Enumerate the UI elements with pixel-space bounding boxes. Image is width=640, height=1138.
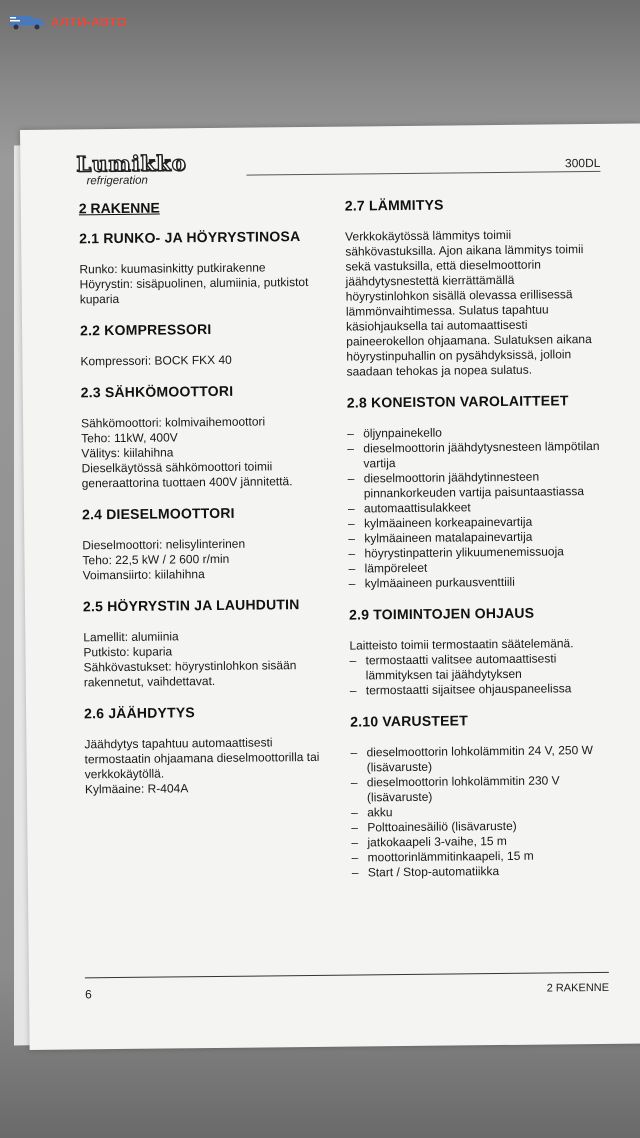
text-line: Putkisto: kuparia [83,644,173,660]
text-line: Teho: 11kW, 400V [81,430,178,446]
text-line: Kylmäaine: R-404A [84,781,189,797]
list-item: – dieselmoottorin jäähdytysnesteen lämpötilan vartija [347,439,602,472]
header-rule [246,171,600,176]
list-item: – moottorinlämmitinkaapeli, 15 m [352,848,607,866]
safety-device-list [347,424,604,592]
paragraph: Verkkokäytössä lämmitys toimii sähkövastuksilla. Ajon aikana lämmitys toimii sekä vastuksilla, että dieselmoottorin jäähdytysnestettä kierrättämällä höyrystinlohkon sisällä olevassa erillisessä lämmönvaihtimessa. Sulatus tapahtuu käsiohjauksella tai automaattisesti paineerokellon ohjaamana. Sulatuksen aikana höyrystinpuhallin on pysähdyksissä, jolloin saadaan tehokas ja nopea sulatus. [345,227,592,379]
text-line: Dieselkäytössä sähkömoottori toimii generaattorina tuottaen 400V jännitettä. [81,459,293,491]
section-2-2 [80,352,335,370]
text-line: Dieselmoottori: nelisylinterinen [82,536,246,553]
text-line: Sähkövastukset: höyrystinlohkon sisään rakennetut, vaihdettavat. [83,658,297,690]
text-line: Jäähdytys tapahtuu automaattisesti termostaatin ohjaamana dieselmoottorilla tai verkkokäytöllä. [84,735,320,782]
heading-2-10: 2.10 VARUSTEET [350,712,468,730]
text-line: Lamellit: alumiinia [83,629,179,645]
list-item: – jatkokaapeli 3-vaihe, 15 m [351,833,606,851]
list-item: – kylmäaineen purkausventtiili [349,574,604,592]
list-item: – kylmäaineen matalapainevartija [348,529,603,547]
list-item: – kylmäaineen korkeapainevartija [348,514,603,532]
text-line: Voimansiirto: kiilahihna [82,567,205,583]
text-line: Laitteisto toimii termostaatin säätelemänä. [349,636,574,653]
text-line: Runko: kuumasinkitty putkirakenne [79,260,266,277]
section-2-4 [82,536,337,584]
list-item: – termostaatti valitsee automaattisesti lämmityksen tai jäähdytyksen [350,651,605,684]
heading-2-7: 2.7 LÄMMITYS [344,196,444,214]
chapter-title: 2 RAKENNE [78,199,160,217]
control-list [350,651,605,699]
footer-rule [85,972,609,978]
list-item: – Start / Stop-automatiikka [352,863,607,881]
list-item: – dieselmoottorin lohkolämmitin 230 V (lisävaruste) [351,773,606,806]
list-item: – höyrystinpatterin ylikuumenemissuoja [348,544,603,562]
list-item: – dieselmoottorin lohkolämmitin 24 V, 250 W (lisävaruste) [350,743,605,776]
heading-2-6: 2.6 JÄÄHDYTYS [84,704,195,722]
right-column [345,196,607,897]
list-item: – öljynpainekello [347,424,602,442]
text-line: Teho: 22,5 kW / 2 600 r/min [82,551,230,568]
watermark [8,12,126,30]
heading-2-2: 2.2 KOMPRESSORI [80,321,212,339]
text-line: Välitys: kiilahihna [81,445,174,461]
page-number: 6 [84,987,92,1002]
section-2-9 [349,636,605,699]
equipment-list [350,743,606,881]
heading-2-5: 2.5 HÖYRYSTIN JA LAUHDUTIN [82,596,300,615]
section-2-7 [345,227,602,380]
list-item: – Polttoainesäiliö (lisävaruste) [351,818,606,836]
section-2-3 [81,414,337,492]
list-item: – automaattisulakkeet [348,499,603,517]
heading-2-4: 2.4 DIESELMOOTTORI [81,504,235,523]
model-label: 300DL [564,155,601,171]
list-item: – akku [351,803,606,821]
page-header [76,146,600,195]
heading-2-9: 2.9 TOIMINTOJEN OHJAUS [349,604,535,623]
watermark-label: АЛТИ-АВТО [50,13,127,29]
document-page [20,124,640,1050]
heading-2-8: 2.8 KONEISTON VAROLAITTEET [346,392,569,411]
truck-icon [8,12,46,30]
text-line: Höyrystin: sisäpuolinen, alumiinia, putkistot kuparia [79,274,309,307]
heading-2-1: 2.1 RUNKO- JA HÖYRYSTINOSA [79,228,301,247]
section-2-5 [83,628,339,691]
list-item: – dieselmoottorin jäähdytinnesteen pinnankorkeuden vartija paisuntaastiassa [348,469,603,502]
list-item: – lämpöreleet [349,559,604,577]
brand-subtitle: refrigeration [86,174,148,188]
heading-2-3: 2.3 SÄHKÖMOOTTORI [80,382,234,401]
brand-logo: Lumikko [76,150,187,177]
footer-section: 2 RAKENNE [546,981,610,995]
text-line: Kompressori: BOCK FKX 40 [80,352,232,369]
list-item: – termostaatti sijaitsee ohjauspaneelissa [350,681,605,699]
left-column [79,199,340,814]
section-2-1 [79,260,334,308]
text-line: Sähkömoottori: kolmivaihemoottori [81,414,266,431]
section-2-6 [84,735,340,798]
